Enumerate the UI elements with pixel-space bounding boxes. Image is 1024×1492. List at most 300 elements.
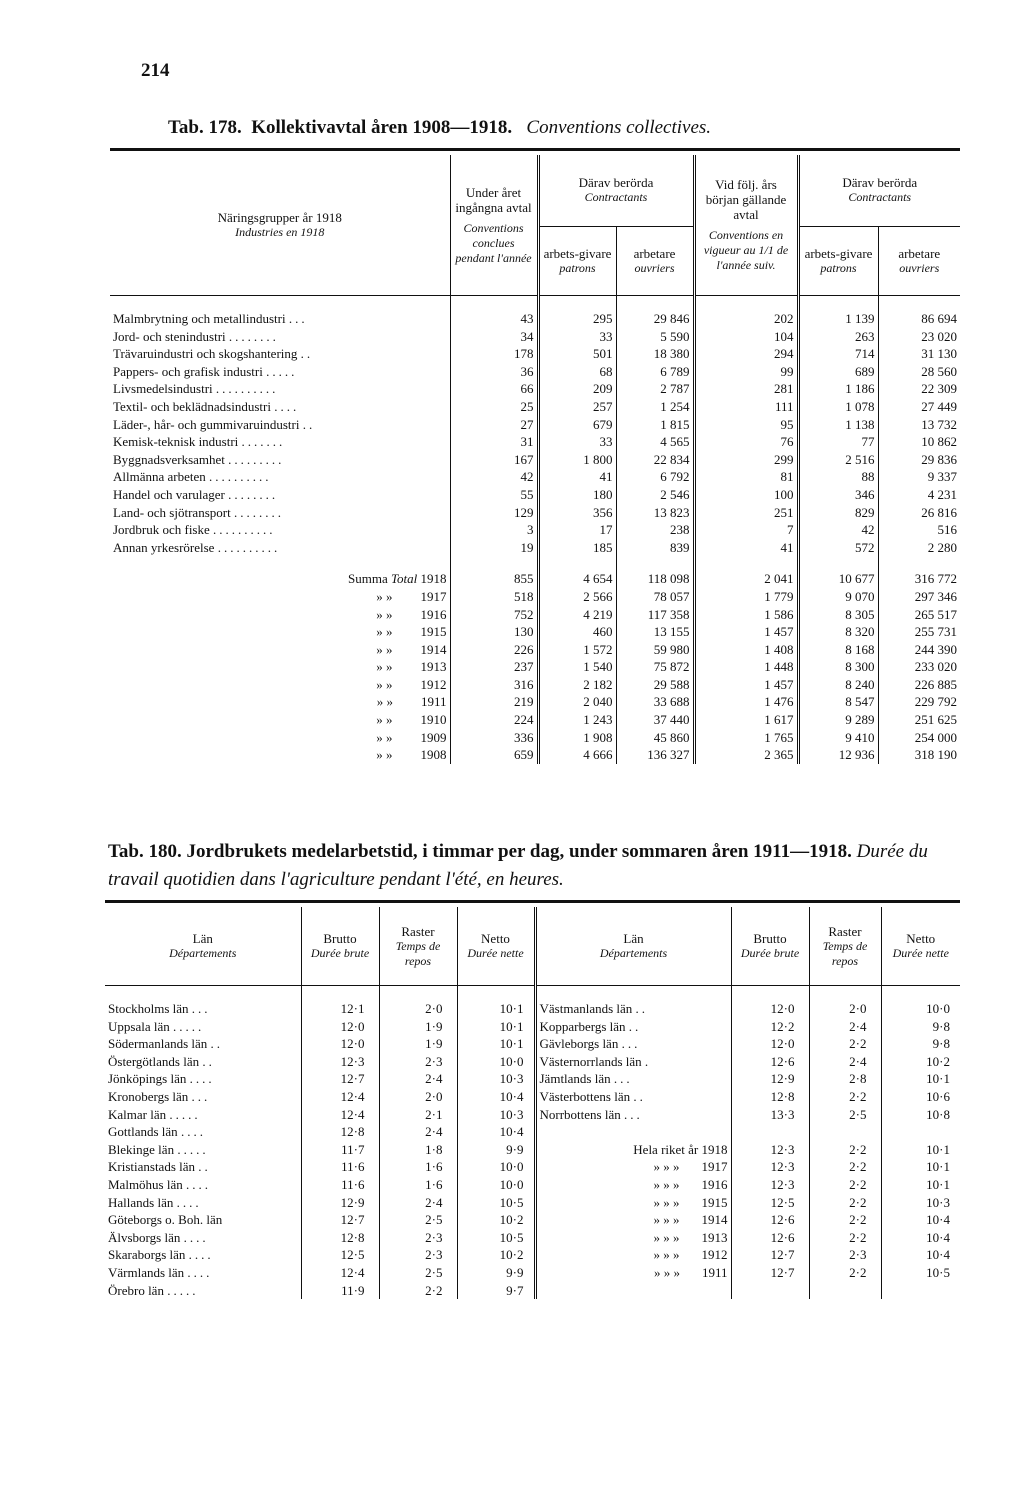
spacer-cell <box>809 986 881 1001</box>
county-name-leader-dots: ..... <box>167 1282 199 1298</box>
cell-employers2: 572 <box>798 539 878 557</box>
cell-workers: 22 834 <box>616 451 694 469</box>
spacer-cell <box>538 556 616 570</box>
cell-raster: 2·4 <box>379 1194 457 1212</box>
cell-employers2: 12 936 <box>798 746 878 764</box>
cell-employers: 4 219 <box>538 606 616 624</box>
county-name-label: Malmöhus län <box>108 1176 183 1192</box>
cell-agreements: 3 <box>450 521 538 539</box>
tab178-body <box>110 296 960 764</box>
cell-brutto: 12·5 <box>731 1194 809 1212</box>
cell-raster: 2·2 <box>809 1141 881 1159</box>
spacer-cell <box>731 1123 809 1141</box>
ditto-mark: » » <box>376 624 393 640</box>
cell-employers: 501 <box>538 345 616 363</box>
cell-in-force: 100 <box>694 486 798 504</box>
cell-brutto: 11·7 <box>301 1141 379 1159</box>
header-lan2-fr: Départements <box>599 946 668 960</box>
cell-in-force: 1 765 <box>694 729 798 747</box>
industry-name-leader-dots: ... <box>288 311 308 326</box>
cell-workers: 37 440 <box>616 711 694 729</box>
spacer-cell <box>450 556 538 570</box>
cell-workers2: 226 885 <box>878 676 960 694</box>
cell-workers: 1 815 <box>616 416 694 434</box>
tab180-title <box>108 838 958 894</box>
cell-employers2: 1 139 <box>798 310 878 328</box>
industry-name-leader-dots: .......... <box>215 381 279 397</box>
riket-label <box>535 1194 731 1212</box>
header-brutto-sv: Brutto <box>323 931 357 946</box>
header-lan2-sv: Län <box>623 931 644 946</box>
riket-year: 1913 <box>701 1229 728 1245</box>
cell-netto: 10·8 <box>881 1106 960 1124</box>
county-name-leader-dots: ..... <box>169 1106 201 1122</box>
county-name-leader-dots: ... <box>621 1036 641 1052</box>
spacer-cell <box>881 986 960 1001</box>
county-name <box>105 1035 301 1053</box>
table-row <box>110 451 960 469</box>
cell-workers2: 255 731 <box>878 623 960 641</box>
cell-brutto: 12·4 <box>301 1264 379 1282</box>
cell-employers2: 8 320 <box>798 623 878 641</box>
cell-workers2: 516 <box>878 521 960 539</box>
cell-employers2: 8 168 <box>798 641 878 659</box>
county-name-leader-dots: .... <box>189 1071 215 1087</box>
total-label <box>110 641 450 659</box>
cell-in-force: 1 448 <box>694 658 798 676</box>
cell-agreements: 34 <box>450 328 538 346</box>
cell-raster: 1·6 <box>379 1176 457 1194</box>
cell-employers2: 1 138 <box>798 416 878 434</box>
cell-agreements: 31 <box>450 433 538 451</box>
cell-netto: 10·0 <box>457 1176 535 1194</box>
cell-raster: 2·3 <box>379 1246 457 1264</box>
county-name-leader-dots: .. <box>628 1018 642 1034</box>
ditto-mark: » » <box>376 659 393 675</box>
industry-name <box>110 433 450 451</box>
total-year: 1914 <box>420 641 447 657</box>
cell-employers: 17 <box>538 521 616 539</box>
cell-workers: 6 792 <box>616 468 694 486</box>
tab180-title-main: Jordbrukets medelarbetstid, i timmar per dag, under sommaren åren 1911—1918. <box>186 841 852 862</box>
total-row <box>110 570 960 588</box>
cell-raster: 2·2 <box>809 1194 881 1212</box>
cell-employers: 257 <box>538 398 616 416</box>
cell-brutto: 12·4 <box>301 1106 379 1124</box>
cell-workers: 118 098 <box>616 570 694 588</box>
industry-name-label: Läder-, hår- och gummivaruindustri <box>113 416 300 432</box>
county-name <box>535 1070 731 1088</box>
riket-label <box>535 1141 731 1159</box>
cell-agreements: 36 <box>450 363 538 381</box>
cell-brutto: 12·7 <box>731 1246 809 1264</box>
cell-brutto: 12·0 <box>731 1000 809 1018</box>
cell-employers2: 714 <box>798 345 878 363</box>
total-label <box>110 570 450 588</box>
table-row <box>110 539 960 557</box>
cell-employers2: 77 <box>798 433 878 451</box>
cell-in-force: 1 457 <box>694 623 798 641</box>
cell-workers2: 86 694 <box>878 310 960 328</box>
header-employers-sv: arbets-givare <box>543 245 612 261</box>
ditto-mark: » » <box>376 641 393 657</box>
cell-netto: 10·3 <box>881 1194 960 1212</box>
cell-agreements: 219 <box>450 693 538 711</box>
cell-in-force: 1 617 <box>694 711 798 729</box>
cell-raster: 1·9 <box>379 1018 457 1036</box>
cell-workers: 33 688 <box>616 693 694 711</box>
header-brutto-fr: Durée brute <box>310 946 370 960</box>
county-name-label: Kronobergs län <box>108 1088 189 1104</box>
total-row <box>110 641 960 659</box>
cell-workers: 1 254 <box>616 398 694 416</box>
cell-brutto: 13·3 <box>731 1106 809 1124</box>
industry-name-leader-dots: .... <box>274 398 300 414</box>
cell-workers: 5 590 <box>616 328 694 346</box>
cell-employers2: 689 <box>798 363 878 381</box>
cell-employers: 1 243 <box>538 711 616 729</box>
spacer-row <box>105 986 960 1001</box>
cell-agreements: 19 <box>450 539 538 557</box>
spacer-cell <box>538 296 616 311</box>
ditto-mark: » » » <box>653 1229 680 1245</box>
tab180-title-prefix: Tab. 180. <box>108 841 182 862</box>
industry-name-leader-dots: .......... <box>213 522 276 538</box>
cell-raster: 2·2 <box>809 1088 881 1106</box>
header-netto-sv: Netto <box>481 931 510 946</box>
ditto-mark: » » <box>376 729 393 745</box>
cell-brutto: 11·6 <box>301 1158 379 1176</box>
cell-agreements: 129 <box>450 504 538 522</box>
industry-name-leader-dots: .......... <box>217 539 281 555</box>
cell-brutto: 12·9 <box>301 1194 379 1212</box>
county-name-label: Stockholms län <box>108 1001 189 1016</box>
cell-workers2: 9 337 <box>878 468 960 486</box>
spacer-cell <box>616 556 694 570</box>
county-name-leader-dots: ... <box>613 1071 633 1087</box>
cell-brutto: 12·3 <box>301 1053 379 1071</box>
cell-employers: 1 800 <box>538 451 616 469</box>
county-name <box>535 1088 731 1106</box>
county-name <box>105 1158 301 1176</box>
header-raster-fr: Temps de repos <box>395 938 441 968</box>
spacer-cell <box>105 986 301 1001</box>
county-name <box>105 1211 301 1229</box>
industry-name <box>110 451 450 469</box>
total-year: 1918 <box>420 571 447 587</box>
cell-netto: 10·1 <box>881 1158 960 1176</box>
spacer-cell <box>798 296 878 311</box>
cell-netto: 10·0 <box>457 1053 535 1071</box>
county-name-leader-dots: ... <box>191 1001 211 1016</box>
tab178-title-prefix: Tab. 178. <box>168 117 242 138</box>
cell-employers2: 9 410 <box>798 729 878 747</box>
cell-in-force: 299 <box>694 451 798 469</box>
table-row <box>105 1106 960 1124</box>
county-name-label: Älvsborgs län <box>108 1229 181 1245</box>
industry-name <box>110 345 450 363</box>
cell-netto: 10·1 <box>881 1176 960 1194</box>
industry-name-leader-dots: ........ <box>233 504 284 520</box>
cell-workers2: 28 560 <box>878 363 960 381</box>
header-darav2-fr: Contractants <box>848 190 912 205</box>
header-year-fr: Conventions conclues pendant l'année <box>455 220 532 265</box>
cell-netto: 9·8 <box>881 1018 960 1036</box>
cell-employers: 1 908 <box>538 729 616 747</box>
ditto-mark: » » » <box>653 1194 680 1210</box>
cell-in-force: 281 <box>694 380 798 398</box>
cell-netto: 9·9 <box>457 1264 535 1282</box>
cell-employers: 2 182 <box>538 676 616 694</box>
industry-name <box>110 539 450 557</box>
cell-workers2: 229 792 <box>878 693 960 711</box>
cell-netto: 10·1 <box>881 1141 960 1159</box>
county-name <box>535 1053 731 1071</box>
cell-netto: 10·3 <box>457 1106 535 1124</box>
spacer-cell <box>881 1282 960 1300</box>
county-name-label: Kristianstads län <box>108 1159 196 1175</box>
cell-in-force: 111 <box>694 398 798 416</box>
spacer-row <box>110 296 960 311</box>
riket-label <box>535 1176 731 1194</box>
cell-netto: 10·2 <box>457 1246 535 1264</box>
industry-name-leader-dots: ....... <box>241 434 286 450</box>
cell-raster: 2·2 <box>809 1264 881 1282</box>
county-name-label: Södermanlands län <box>108 1036 208 1052</box>
ditto-mark: » » <box>376 747 393 763</box>
industry-name <box>110 310 450 328</box>
cell-workers: 839 <box>616 539 694 557</box>
cell-in-force: 1 476 <box>694 693 798 711</box>
county-name <box>105 1070 301 1088</box>
cell-workers2: 254 000 <box>878 729 960 747</box>
cell-agreements: 167 <box>450 451 538 469</box>
county-name-leader-dots: ..... <box>177 1141 209 1157</box>
riket-label <box>535 1211 731 1229</box>
cell-netto: 10·5 <box>457 1229 535 1247</box>
cell-workers2: 22 309 <box>878 380 960 398</box>
county-name-leader-dots: .... <box>176 1194 202 1210</box>
header-employers2-fr: patrons <box>820 260 857 275</box>
industry-name-leader-dots: ......... <box>228 451 285 467</box>
table-row <box>110 310 960 328</box>
header-netto2-sv: Netto <box>906 931 936 946</box>
total-fr-label: Total <box>390 571 418 587</box>
cell-raster: 2·2 <box>379 1282 457 1300</box>
spacer-cell <box>694 556 798 570</box>
county-name-label: Värmlands län <box>108 1264 185 1280</box>
cell-netto: 10·4 <box>881 1229 960 1247</box>
county-name-leader-dots: .. <box>210 1036 224 1052</box>
county-name-leader-dots: .... <box>180 1124 206 1140</box>
county-name-label: Västmanlands län <box>539 1001 633 1016</box>
industry-name-leader-dots: .. <box>302 416 316 432</box>
table-row <box>105 1000 960 1018</box>
cell-employers: 1 540 <box>538 658 616 676</box>
spacer-row <box>110 556 960 570</box>
ditto-mark: » » <box>376 694 393 710</box>
cell-employers: 33 <box>538 328 616 346</box>
cell-workers: 6 789 <box>616 363 694 381</box>
header-lan-sv: Län <box>192 931 213 946</box>
spacer-cell <box>450 296 538 311</box>
header-netto-fr: Durée nette <box>467 946 524 960</box>
riket-year: 1918 <box>701 1141 728 1157</box>
industry-name-label: Byggnadsverksamhet <box>113 451 225 467</box>
riket-label <box>535 1229 731 1247</box>
total-year: 1913 <box>420 659 447 675</box>
cell-workers: 29 588 <box>616 676 694 694</box>
table-row <box>110 416 960 434</box>
cell-agreements: 27 <box>450 416 538 434</box>
county-name-leader-dots: .. <box>633 1088 646 1104</box>
cell-workers2: 265 517 <box>878 606 960 624</box>
table-row <box>105 1070 960 1088</box>
cell-workers2: 251 625 <box>878 711 960 729</box>
summa-label: Summa <box>348 571 388 587</box>
county-name-leader-dots: ... <box>623 1106 643 1122</box>
header-brutto2-sv: Brutto <box>753 931 787 946</box>
ditto-mark: » » <box>376 676 393 692</box>
cell-workers: 2 546 <box>616 486 694 504</box>
county-name-label: Hallands län <box>108 1194 174 1210</box>
industry-name-label: Textil- och beklädnadsindustri <box>113 398 271 414</box>
ditto-mark: » » » <box>653 1247 680 1263</box>
cell-raster: 2·2 <box>809 1158 881 1176</box>
county-name-leader-dots: .. <box>198 1159 211 1175</box>
county-name <box>105 1088 301 1106</box>
ditto-mark: » » » <box>653 1159 680 1175</box>
ditto-mark: » » » <box>653 1176 680 1192</box>
total-label <box>110 676 450 694</box>
header-darav1-fr: Contractants <box>584 190 648 205</box>
cell-workers: 4 565 <box>616 433 694 451</box>
table-row <box>105 1282 960 1300</box>
cell-brutto: 12·0 <box>731 1035 809 1053</box>
cell-agreements: 659 <box>450 746 538 764</box>
spacer-cell <box>457 986 535 1001</box>
cell-employers: 185 <box>538 539 616 557</box>
spacer-cell <box>881 1123 960 1141</box>
industry-name <box>110 416 450 434</box>
county-name-label: Jämtlands län <box>539 1071 611 1087</box>
cell-brutto: 12·1 <box>301 1000 379 1018</box>
table-row <box>105 1053 960 1071</box>
county-name-leader-dots: .... <box>187 1264 213 1280</box>
cell-raster: 2·0 <box>379 1088 457 1106</box>
cell-employers2: 9 289 <box>798 711 878 729</box>
industry-name-leader-dots: ........ <box>228 486 279 502</box>
county-name-label: Östergötlands län <box>108 1053 200 1069</box>
industry-name-label: Trävaruindustri och skogshantering <box>113 346 298 362</box>
county-name-leader-dots: . <box>644 1053 652 1069</box>
total-label <box>110 588 450 606</box>
cell-brutto: 12·7 <box>301 1070 379 1088</box>
cell-workers: 18 380 <box>616 345 694 363</box>
cell-netto: 10·1 <box>457 1018 535 1036</box>
industry-name-label: Handel och varulager <box>113 486 225 502</box>
cell-raster: 2·5 <box>809 1106 881 1124</box>
spacer-cell <box>110 556 450 570</box>
tab180-header-row <box>105 907 960 986</box>
cell-workers: 13 155 <box>616 623 694 641</box>
spacer-cell <box>110 296 450 311</box>
cell-in-force: 95 <box>694 416 798 434</box>
county-name-leader-dots: .... <box>183 1229 209 1245</box>
county-name-label: Västernorrlands län <box>539 1053 642 1069</box>
cell-workers2: 2 280 <box>878 539 960 557</box>
cell-raster: 2·0 <box>379 1000 457 1018</box>
cell-raster: 2·2 <box>809 1211 881 1229</box>
riket-label <box>535 1264 731 1282</box>
cell-raster: 2·0 <box>809 1000 881 1018</box>
county-name-label: Norrbottens län <box>539 1106 621 1122</box>
cell-netto: 10·6 <box>881 1088 960 1106</box>
table-row <box>105 1194 960 1212</box>
cell-agreements: 518 <box>450 588 538 606</box>
header-group-sv: Näringsgrupper år 1918 <box>217 210 342 225</box>
cell-employers: 68 <box>538 363 616 381</box>
industry-name <box>110 504 450 522</box>
cell-employers: 4 666 <box>538 746 616 764</box>
header-employers-fr: patrons <box>559 260 596 275</box>
table-row <box>110 380 960 398</box>
cell-workers: 117 358 <box>616 606 694 624</box>
table-row <box>110 433 960 451</box>
total-row <box>110 658 960 676</box>
cell-employers2: 10 677 <box>798 570 878 588</box>
cell-agreements: 55 <box>450 486 538 504</box>
total-year: 1915 <box>420 624 447 640</box>
industry-name-label: Land- och sjötransport <box>113 504 231 520</box>
cell-in-force: 41 <box>694 539 798 557</box>
cell-employers2: 42 <box>798 521 878 539</box>
county-name-leader-dots: .. <box>202 1053 215 1069</box>
ditto-mark: » » » <box>653 1264 680 1280</box>
page-number: 214 <box>141 60 170 81</box>
table-row <box>105 1018 960 1036</box>
cell-brutto: 12·7 <box>301 1211 379 1229</box>
cell-in-force: 202 <box>694 310 798 328</box>
riket-label <box>535 1158 731 1176</box>
cell-workers: 78 057 <box>616 588 694 606</box>
table-row <box>105 1141 960 1159</box>
table-row <box>110 345 960 363</box>
county-name-label: Uppsala län <box>108 1018 170 1034</box>
cell-in-force: 1 457 <box>694 676 798 694</box>
county-name-label: Örebro län <box>108 1282 164 1298</box>
cell-in-force: 294 <box>694 345 798 363</box>
riket-label-text: Hela riket år <box>633 1141 699 1157</box>
cell-employers2: 1 078 <box>798 398 878 416</box>
cell-in-force: 1 586 <box>694 606 798 624</box>
cell-workers2: 13 732 <box>878 416 960 434</box>
cell-workers2: 31 130 <box>878 345 960 363</box>
cell-agreements: 336 <box>450 729 538 747</box>
cell-in-force: 1 779 <box>694 588 798 606</box>
county-name-leader-dots: .. <box>635 1001 649 1016</box>
cell-netto: 10·2 <box>457 1211 535 1229</box>
industry-name-label: Malmbrytning och metallindustri <box>113 311 286 326</box>
cell-employers2: 88 <box>798 468 878 486</box>
county-name <box>105 1141 301 1159</box>
tab180-table-wrap <box>105 900 960 1299</box>
county-name <box>105 1282 301 1300</box>
cell-workers: 45 860 <box>616 729 694 747</box>
cell-netto: 10·5 <box>457 1194 535 1212</box>
total-label <box>110 693 450 711</box>
cell-raster: 2·4 <box>809 1018 881 1036</box>
